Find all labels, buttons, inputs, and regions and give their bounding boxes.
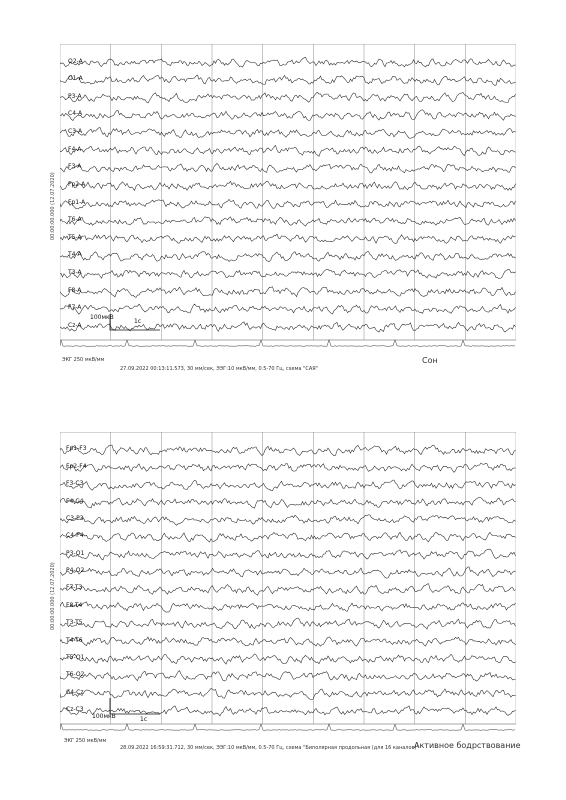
channel-label: Cz-C3 xyxy=(66,706,84,714)
eeg-trace xyxy=(60,251,516,261)
ecg-trace xyxy=(60,724,515,731)
ecg-trace xyxy=(60,340,515,347)
scale-time-bottom: 1с xyxy=(140,716,148,723)
ecg-label-top: ЭКГ 250 мкВ/мм xyxy=(62,357,105,363)
eeg-trace xyxy=(60,532,516,542)
channel-label: T6-O2 xyxy=(66,671,85,679)
eeg-trace xyxy=(60,445,516,456)
channel-label: F8-A xyxy=(68,286,82,294)
eeg-traces-sleep xyxy=(60,44,516,354)
eeg-trace xyxy=(60,269,516,278)
eeg-trace xyxy=(60,515,516,526)
channel-label: Fp2-A xyxy=(68,180,86,188)
channel-label: T5-A xyxy=(68,233,82,241)
vertical-note-top: 00:00:00.000 (12.07.2020) xyxy=(50,172,56,240)
channel-label: C4-A xyxy=(68,110,83,118)
channel-label: O1-A xyxy=(68,75,83,83)
channel-label: F7-T3 xyxy=(66,584,83,592)
channel-label: C4-P4 xyxy=(66,532,84,540)
channel-label: Fp1-F3 xyxy=(66,445,87,453)
channel-label: F8-T4 xyxy=(66,601,83,609)
channel-label: C3-P3 xyxy=(66,514,84,522)
eeg-trace xyxy=(60,480,516,491)
eeg-trace xyxy=(60,654,516,664)
eeg-trace xyxy=(60,217,516,226)
channel-label: T6-A xyxy=(68,216,82,224)
scale-amplitude-bottom: 100мкВ xyxy=(92,713,116,720)
eeg-trace xyxy=(60,304,516,314)
scale-amplitude-top: 100мкВ xyxy=(90,314,114,321)
channel-label: Fp2-F4 xyxy=(66,462,87,470)
eeg-trace xyxy=(60,602,516,612)
channel-label: F4-A xyxy=(68,145,82,153)
state-label-bottom: Активное бодрствование xyxy=(414,741,521,750)
channel-label: T5-O1 xyxy=(66,653,85,661)
caption-top: 27.09.2022 00:13:11.573, 30 мм/сек, ЭЭГ:10 мкВ/мм, 0.5-70 Гц, схема "САЯ" xyxy=(120,366,319,372)
eeg-traces-awake xyxy=(60,432,516,738)
eeg-trace xyxy=(60,199,516,209)
eeg-panel-awake xyxy=(60,432,516,738)
state-label-top: Сон xyxy=(422,356,438,365)
eeg-trace xyxy=(60,671,516,682)
channel-label: F3-A xyxy=(68,163,82,171)
eeg-trace xyxy=(60,57,516,67)
channel-label: T4-A xyxy=(68,251,82,259)
channel-label: P3-O1 xyxy=(66,549,85,557)
channel-label: O2-A xyxy=(68,57,83,65)
channel-label: T3-T5 xyxy=(66,619,83,627)
eeg-trace xyxy=(60,75,516,85)
channel-label: T4-T6 xyxy=(66,636,83,644)
eeg-trace xyxy=(60,163,516,173)
eeg-trace xyxy=(60,128,516,139)
channel-label: C4-Cz xyxy=(66,688,84,696)
eeg-trace xyxy=(60,110,516,121)
caption-bottom: 28.09.2022 16:59:31.712, 30 мм/сек, ЭЭГ:10 мкВ/мм, 0.5-70 Гц, схема "Биполярная продольная (для 16 каналов)" xyxy=(120,745,419,751)
channel-label: T3-A xyxy=(68,269,82,277)
scale-time-top: 1с xyxy=(134,318,142,325)
eeg-trace xyxy=(60,497,516,508)
eeg-trace xyxy=(60,92,516,103)
ecg-label-bottom: ЭКГ 250 мкВ/мм xyxy=(64,738,107,744)
channel-label: F4-C4 xyxy=(66,497,84,505)
channel-label: Fp1-A xyxy=(68,198,86,206)
eeg-trace xyxy=(60,463,516,472)
channel-label: P3-A xyxy=(68,92,82,100)
eeg-trace xyxy=(60,689,516,700)
eeg-trace xyxy=(60,618,516,629)
channel-label: C3-A xyxy=(68,128,83,136)
eeg-trace xyxy=(60,287,516,298)
channel-label: F7-A xyxy=(68,304,82,312)
channel-label: Cz-A xyxy=(68,321,82,329)
vertical-note-bottom: 00:00:00.000 (12.07.2020) xyxy=(50,562,56,630)
eeg-trace xyxy=(60,181,516,190)
eeg-trace xyxy=(60,584,516,596)
channel-label: F3-C3 xyxy=(66,480,84,488)
eeg-trace xyxy=(60,549,516,560)
eeg-panel-sleep xyxy=(60,44,516,354)
eeg-trace xyxy=(60,322,516,332)
channel-label: P4-O2 xyxy=(66,567,85,575)
eeg-trace xyxy=(60,637,516,646)
eeg-trace xyxy=(60,567,516,578)
eeg-trace xyxy=(60,145,516,156)
eeg-trace xyxy=(60,234,516,243)
